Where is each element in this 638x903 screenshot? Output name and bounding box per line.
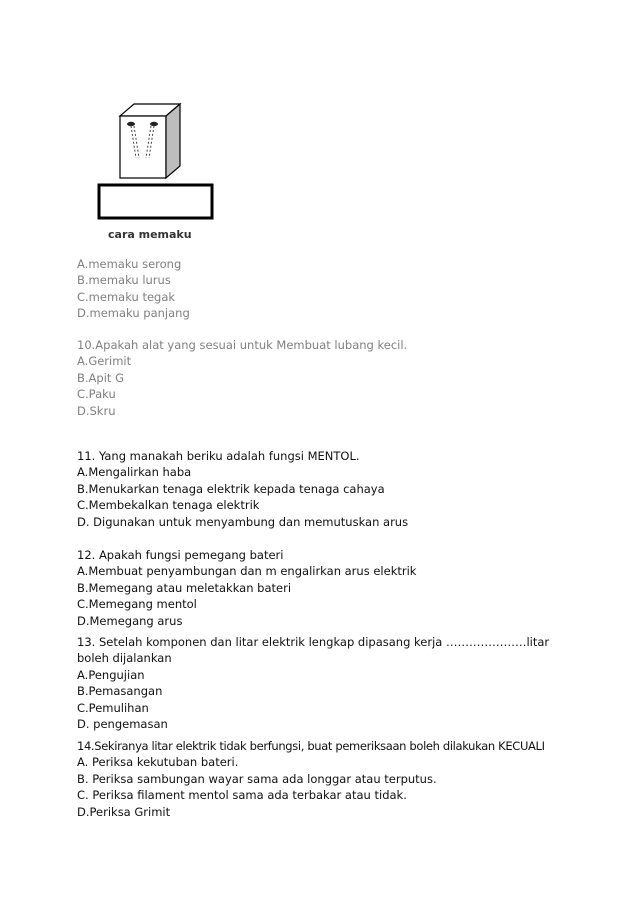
- q9-option-d: D.memaku panjang: [77, 306, 190, 321]
- q13-text-line1: 13. Setelah komponen dan litar elektrik lengkap dipasang kerja …………………litar: [77, 635, 550, 649]
- q13-option-a: A.Pengujian: [77, 667, 145, 682]
- q13-text-line2: boleh dijalankan: [77, 651, 172, 666]
- q9-option-b: B.memaku lurus: [77, 273, 171, 288]
- question-10: [77, 337, 407, 419]
- q12-option-a: A.Membuat penyambungan dan m engalirkan arus elektrik: [77, 564, 417, 579]
- figure-caption: cara memaku: [108, 228, 192, 241]
- q11-option-c: C.Membekalkan tenaga elektrik: [77, 498, 260, 513]
- q11-option-d: D. Digunakan untuk menyambung dan memutuskan arus: [77, 514, 409, 529]
- q14-option-a: A. Periksa kekutuban bateri.: [77, 755, 239, 770]
- q11-option-b: B.Menukarkan tenaga elektrik kepada tenaga cahaya: [77, 481, 385, 496]
- q12-option-c: C.Memegang mentol: [77, 597, 197, 612]
- q9-option-a: A.memaku serong: [77, 257, 182, 271]
- q13-option-d: D. pengemasan: [77, 717, 168, 732]
- question-11: [77, 448, 408, 530]
- block-front: [120, 116, 166, 178]
- answer-box: [99, 185, 212, 218]
- nail-head-left: [127, 122, 135, 126]
- q12-text: 12. Apakah fungsi pemegang bateri: [77, 548, 284, 562]
- q10-option-c: C.Paku: [77, 387, 116, 402]
- q14-option-c: C. Periksa filament mentol sama ada terbakar atau tidak.: [77, 788, 407, 803]
- q10-option-d: D.Skru: [77, 403, 116, 418]
- q12-option-b: B.Memegang atau meletakkan bateri: [77, 580, 292, 595]
- q11-option-a: A.Mengalirkan haba: [77, 465, 192, 480]
- q14-option-b: B. Periksa sambungan wayar sama ada longgar atau terputus.: [77, 771, 437, 786]
- nailing-illustration: [96, 94, 216, 244]
- q12-option-d: D.Memegang arus: [77, 613, 183, 628]
- question-13: [77, 634, 549, 732]
- q13-option-b: B.Pemasangan: [77, 684, 163, 699]
- q9-option-c: C.memaku tegak: [77, 289, 176, 304]
- q14-option-d: D.Periksa Grimit: [77, 804, 171, 819]
- q10-option-b: B.Apit G: [77, 370, 124, 385]
- q13-option-c: C.Pemulihan: [77, 700, 149, 715]
- block-side: [166, 104, 180, 178]
- question-12: [77, 547, 416, 629]
- q14-text: 14.Sekiranya litar elektrik tidak berfungsi, buat pemeriksaan boleh dilakukan KECUALI: [77, 739, 545, 753]
- nail-head-right: [150, 122, 158, 126]
- question-14: [77, 738, 545, 820]
- q10-text: 10.Apakah alat yang sesuai untuk Membuat lubang kecil.: [77, 338, 408, 352]
- question-9: [77, 256, 190, 322]
- q10-option-a: A.Gerimit: [77, 354, 132, 369]
- q11-text: 11. Yang manakah beriku adalah fungsi MENTOL.: [77, 449, 360, 463]
